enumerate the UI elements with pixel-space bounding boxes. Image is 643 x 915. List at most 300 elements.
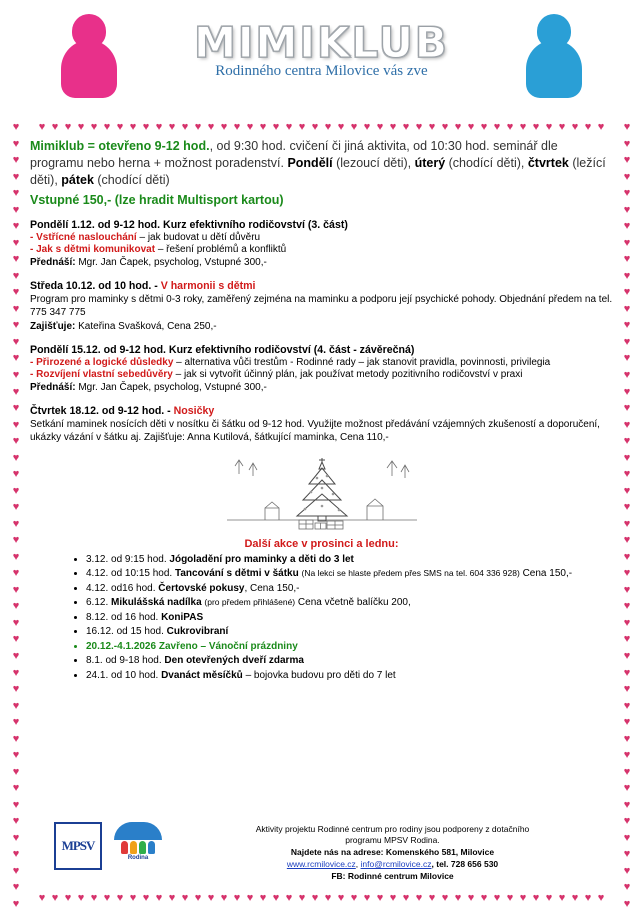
event-lecturer-value: Mgr. Jan Čapek, psycholog, Vstupné 300,-	[75, 256, 267, 268]
list-item	[86, 596, 613, 610]
heart-icon	[388, 122, 399, 132]
heart-icon	[11, 353, 22, 363]
heart-icon	[622, 750, 633, 760]
heart-icon	[349, 893, 360, 903]
heart-icon	[622, 502, 633, 512]
event-bullet	[30, 232, 613, 243]
event-bullet-rest: – jak si vytvořit účinný plán, jak používat metody pozitivního rodičovství v praxi	[172, 368, 523, 380]
heart-icon	[11, 139, 22, 149]
heart-icon	[492, 893, 503, 903]
event-lecturer-label: Zajišťuje:	[30, 320, 76, 332]
heart-icon	[11, 519, 22, 529]
list-item	[86, 611, 613, 625]
heart-icon	[622, 552, 633, 562]
heart-icon	[11, 337, 22, 347]
intro-rest: , od 9:30 hod. cvičení či jiná aktivita, od 10:30 hod. seminář dle programu nebo herna + možnost poradenství.	[30, 139, 558, 170]
event-name: Dvanáct měsíčků	[161, 669, 246, 681]
heart-icon	[11, 684, 22, 694]
event-lecturer-label: Přednáší:	[30, 256, 76, 268]
heart-icon	[193, 893, 204, 903]
heart-icon	[622, 188, 633, 198]
event-lecturer-value: Kateřina Svašková, Cena 250,-	[75, 320, 217, 332]
heart-icon	[544, 893, 555, 903]
heart-icon	[622, 684, 633, 694]
heart-icon	[583, 122, 594, 132]
heart-icon	[596, 122, 607, 132]
heart-icon	[297, 893, 308, 903]
header	[0, 0, 643, 120]
intro-day-thursday-note: (ležící děti),	[30, 155, 606, 187]
heart-icon	[89, 122, 100, 132]
heart-icon	[11, 750, 22, 760]
heart-icon	[622, 271, 633, 281]
heart-icon	[180, 893, 191, 903]
heart-icon	[622, 816, 633, 826]
link-separator: ,	[355, 859, 361, 870]
heart-icon	[11, 271, 22, 281]
heart-icon	[167, 122, 178, 132]
heart-icon	[622, 519, 633, 529]
heart-icon	[622, 387, 633, 397]
heart-icon	[362, 893, 373, 903]
heart-icon	[11, 172, 22, 182]
heart-icon	[401, 893, 412, 903]
heart-icon	[271, 893, 282, 903]
event-date: 8.12. od 16 hod.	[86, 611, 162, 623]
heart-icon	[479, 122, 490, 132]
event-bullet	[30, 369, 613, 380]
heart-icon	[310, 122, 321, 132]
event-lecturer	[30, 321, 613, 332]
heart-icon	[622, 899, 633, 909]
figure-green	[139, 841, 146, 854]
heart-icon	[89, 893, 100, 903]
heart-icon	[219, 893, 230, 903]
event-bullet-title: - Rozvíjení vlastní sebedůvěry	[30, 368, 173, 380]
event-name: Jógoladění pro maminky a děti do 3 let	[169, 553, 354, 565]
heart-icon	[596, 893, 607, 903]
heart-icon	[583, 893, 594, 903]
list-item	[86, 669, 613, 683]
heart-icon	[11, 188, 22, 198]
heart-icon	[622, 453, 633, 463]
heart-icon	[11, 436, 22, 446]
heart-icon	[11, 469, 22, 479]
heart-icon	[622, 800, 633, 810]
heart-icon	[11, 601, 22, 611]
heart-icon	[479, 893, 490, 903]
event-heading-accent: Nosičky	[173, 404, 215, 417]
event-heading	[30, 405, 613, 417]
heart-icon	[414, 122, 425, 132]
rodina-logo	[112, 822, 164, 868]
mascot-body	[526, 40, 582, 98]
heart-icon	[11, 849, 22, 859]
heart-icon	[180, 122, 191, 132]
heart-icon	[622, 568, 633, 578]
event-date: 16.12. od 15 hod.	[86, 626, 167, 638]
event-tail: – bojovka budovu pro děti do 7 let	[245, 669, 396, 681]
heart-icon	[115, 893, 126, 903]
footer-line-1: Aktivity projektu Rodinné centrum pro rodiny jsou podporeny z dotačního	[255, 823, 530, 834]
heart-icon	[206, 122, 217, 132]
heart-icon	[557, 893, 568, 903]
event-date: 24.1. od 10 hod.	[86, 669, 162, 681]
heart-icon	[622, 353, 633, 363]
heart-icon	[453, 893, 464, 903]
heart-icon	[505, 893, 516, 903]
heart-icon	[37, 893, 48, 903]
family-figures-icon	[112, 841, 164, 854]
heart-icon	[11, 486, 22, 496]
heart-icon	[492, 122, 503, 132]
footer-address: Najdete nás na adrese: Komenského 581, Milovice	[290, 847, 495, 858]
heart-icon	[622, 172, 633, 182]
event-date: 20.12.-4.1.2026 Zavřeno – Vánoční prázdniny	[86, 640, 298, 652]
heart-border-top	[0, 122, 643, 138]
heart-icon	[11, 304, 22, 314]
heart-icon	[622, 436, 633, 446]
heart-icon	[622, 320, 633, 330]
heart-icon	[271, 122, 282, 132]
heart-icon	[323, 893, 334, 903]
heart-icon	[323, 122, 334, 132]
heart-icon	[11, 899, 22, 909]
heart-icon	[622, 849, 633, 859]
further-events-title: Další akce v prosinci a lednu:	[244, 537, 399, 550]
heart-icon	[414, 893, 425, 903]
pink-mascot-icon	[58, 14, 120, 98]
heart-icon	[466, 122, 477, 132]
heart-icon	[622, 287, 633, 297]
event-heading	[30, 280, 613, 292]
heart-icon	[375, 893, 386, 903]
heart-icon	[622, 882, 633, 892]
heart-icon	[622, 634, 633, 644]
heart-icon	[11, 320, 22, 330]
heart-icon	[11, 651, 22, 661]
heart-icon	[11, 882, 22, 892]
heart-icon	[11, 800, 22, 810]
list-item	[86, 582, 613, 596]
heart-icon	[154, 122, 165, 132]
heart-icon	[11, 370, 22, 380]
heart-icon	[11, 568, 22, 578]
heart-icon	[154, 893, 165, 903]
intro-day-friday: pátek	[61, 172, 94, 187]
heart-icon	[50, 893, 61, 903]
figure-blue	[148, 841, 155, 854]
heart-icon	[11, 221, 22, 231]
heart-border-right	[619, 122, 635, 909]
event-lecturer	[30, 382, 613, 393]
event-bullet	[30, 357, 613, 368]
event-bullet-title: - Vstřícné naslouchání	[30, 231, 137, 243]
heart-icon	[622, 668, 633, 678]
heart-icon	[622, 469, 633, 479]
heart-icon	[622, 717, 633, 727]
heart-icon	[427, 893, 438, 903]
heart-icon	[37, 122, 48, 132]
footer-links	[172, 859, 613, 871]
event-lecturer-label: Přednáší:	[30, 381, 76, 393]
event-name: Čertovské pokusy	[158, 582, 245, 594]
event-name: Cukrovibraní	[166, 626, 229, 638]
event-heading	[30, 219, 613, 231]
heart-icon	[232, 122, 243, 132]
heart-icon	[518, 893, 529, 903]
event-date: 3.12. od 9:15 hod.	[86, 553, 170, 565]
heart-icon	[258, 893, 269, 903]
event-tail: , Cena 150,-	[244, 582, 300, 594]
event-date: 8.1. od 9-18 hod.	[86, 655, 165, 667]
heart-icon	[11, 816, 22, 826]
heart-icon	[622, 783, 633, 793]
mpsv-logo: MPSV	[54, 822, 102, 870]
heart-icon	[102, 893, 113, 903]
heart-icon	[622, 535, 633, 545]
heart-icon	[518, 122, 529, 132]
heart-icon	[76, 893, 87, 903]
footer-phone: , tel. 728 656 530	[431, 859, 499, 870]
heart-icon	[622, 122, 633, 132]
heart-icon	[427, 122, 438, 132]
heart-icon	[544, 122, 555, 132]
event-lecturer	[30, 257, 613, 268]
footer-logos	[30, 822, 164, 870]
heart-icon	[11, 122, 22, 132]
heart-icon	[11, 155, 22, 165]
heart-icon	[141, 122, 152, 132]
intro-day-thursday: čtvrtek	[527, 155, 569, 170]
heart-icon	[206, 893, 217, 903]
heart-icon	[401, 122, 412, 132]
heart-icon	[11, 618, 22, 628]
intro-day-friday-note: (chodící děti)	[93, 172, 170, 187]
website-link[interactable]: www.rcmilovice.cz	[286, 859, 356, 870]
list-item	[86, 553, 613, 567]
heart-border-bottom	[0, 893, 643, 909]
figure-red	[121, 841, 128, 854]
heart-icon	[570, 122, 581, 132]
content-area	[30, 138, 613, 889]
heart-icon	[128, 893, 139, 903]
blue-mascot-icon	[523, 14, 585, 98]
event-heading-text: Pondělí 15.12. od 9-12 hod. Kurz efektivního rodičovství (4. část - závěrečná)	[30, 343, 415, 356]
heart-icon	[622, 420, 633, 430]
heart-icon	[622, 221, 633, 231]
event-name: Tancování s dětmi v šátku	[174, 568, 302, 580]
heart-icon	[622, 486, 633, 496]
heart-icon	[11, 866, 22, 876]
heart-icon	[11, 453, 22, 463]
heart-icon	[11, 767, 22, 777]
heart-icon	[622, 618, 633, 628]
heart-icon	[128, 122, 139, 132]
event-bullet-rest: – řešení problémů a konfliktů	[155, 243, 287, 255]
event-bullet-rest: – jak budovat u dětí důvěru	[136, 231, 261, 243]
event-date: 4.12. od 10:15 hod.	[86, 568, 175, 580]
heart-icon	[622, 601, 633, 611]
intro-day-tuesday: úterý	[414, 155, 446, 170]
heart-icon	[570, 893, 581, 903]
heart-icon	[336, 122, 347, 132]
event-body: Program pro maminky s dětmi 0-3 roky, zaměřený zejména na maminku a podporu její psychické pohody. Objednání předem na tel. 775 347 775	[30, 293, 613, 318]
heart-icon	[622, 866, 633, 876]
event-block	[30, 219, 613, 268]
event-bullet-title: - Přirozené a logické důsledky	[30, 356, 174, 368]
heart-icon	[622, 205, 633, 215]
event-date: 6.12.	[86, 597, 112, 609]
event-bullet-title: - Jak s dětmi komunikovat	[30, 243, 156, 255]
heart-icon	[11, 502, 22, 512]
heart-icon	[11, 783, 22, 793]
event-note: (Na lekci se hlaste předem přes SMS na tel. 604 336 928)	[301, 568, 520, 579]
heart-icon	[622, 238, 633, 248]
heart-icon	[622, 767, 633, 777]
intro-day-monday-note: (lezoucí děti),	[332, 155, 415, 170]
list-item	[86, 625, 613, 639]
event-body: Setkání maminek nosících děti v nosítku či šátku od 9-12 hod. Využijte možnost předávání vzájemných zkušeností a doporučení, ukázky vázání v šátku aj. Zajišťuje: Anna Kutilová, šátkující maminka, Cena 110,-	[30, 418, 600, 443]
heart-icon	[11, 585, 22, 595]
heart-icon	[531, 893, 542, 903]
heart-icon	[219, 122, 230, 132]
event-heading	[30, 344, 613, 356]
heart-icon	[11, 387, 22, 397]
heart-icon	[336, 893, 347, 903]
heart-icon	[622, 701, 633, 711]
page-subtitle: Rodinného centra Milovice vás zve	[215, 63, 428, 79]
list-item-closed	[86, 640, 613, 654]
email-link[interactable]: info@rcmilovice.cz	[360, 859, 432, 870]
event-heading-text: Čtvrtek 18.12. od 9-12 hod. -	[30, 404, 174, 417]
heart-icon	[11, 535, 22, 545]
event-bullet-rest: – alternativa vůči trestům - Rodinné rady – jak stanovit pravidla, povinnosti, privilegia	[173, 356, 551, 368]
event-tail: Cena 150,-	[519, 568, 573, 580]
heart-icon	[466, 893, 477, 903]
event-date: 4.12. od16 hod.	[86, 582, 159, 594]
event-name: KoniPAS	[161, 611, 204, 623]
intro-paragraph	[30, 138, 613, 189]
heart-icon	[50, 122, 61, 132]
heart-icon	[557, 122, 568, 132]
heart-icon	[258, 122, 269, 132]
heart-icon	[11, 634, 22, 644]
heart-icon	[76, 122, 87, 132]
heart-icon	[167, 893, 178, 903]
intro-day-monday: Pondělí	[287, 155, 333, 170]
heart-icon	[622, 254, 633, 264]
heart-icon	[11, 254, 22, 264]
heart-icon	[622, 734, 633, 744]
heart-icon	[362, 122, 373, 132]
event-note: (pro předem přihlášené)	[204, 597, 296, 608]
heart-icon	[63, 893, 74, 903]
heart-icon	[622, 651, 633, 661]
rodina-label: Rodina	[127, 854, 149, 861]
heart-icon	[284, 122, 295, 132]
heart-icon	[622, 403, 633, 413]
further-events-list	[30, 553, 613, 683]
heart-icon	[440, 122, 451, 132]
heart-icon	[63, 122, 74, 132]
footer-text	[172, 822, 613, 883]
heart-icon	[11, 734, 22, 744]
figure-orange	[130, 841, 137, 854]
heart-border-left	[8, 122, 24, 909]
entry-fee: Vstupné 150,- (lze hradit Multisport kartou)	[30, 192, 284, 207]
heart-icon	[11, 403, 22, 413]
footer-line-2: programu MPSV Rodina.	[345, 835, 440, 846]
event-lecturer-value: Mgr. Jan Čapek, psycholog, Vstupné 300,-	[75, 381, 267, 393]
heart-icon	[245, 893, 256, 903]
heart-icon	[453, 122, 464, 132]
heart-icon	[622, 155, 633, 165]
heart-icon	[440, 893, 451, 903]
heart-icon	[141, 893, 152, 903]
umbrella-icon	[114, 822, 162, 840]
event-block	[30, 344, 613, 393]
heart-icon	[11, 717, 22, 727]
heart-icon	[622, 833, 633, 843]
heart-icon	[11, 238, 22, 248]
heart-icon	[102, 122, 113, 132]
heart-icon	[349, 122, 360, 132]
heart-icon	[11, 205, 22, 215]
intro-day-tuesday-note: (chodící děti),	[445, 155, 528, 170]
heart-icon	[284, 893, 295, 903]
heart-icon	[11, 701, 22, 711]
event-heading-text: Středa 10.12. od 10 hod. -	[30, 279, 161, 292]
list-item	[86, 654, 613, 668]
event-heading-text: Pondělí 1.12. od 9-12 hod. Kurz efektivního rodičovství (3. část)	[30, 218, 348, 231]
heart-icon	[622, 337, 633, 347]
heart-icon	[11, 833, 22, 843]
heart-icon	[622, 304, 633, 314]
heart-icon	[11, 287, 22, 297]
heart-icon	[245, 122, 256, 132]
event-heading-accent: V harmonii s dětmi	[160, 279, 256, 292]
heart-icon	[531, 122, 542, 132]
heart-icon	[115, 122, 126, 132]
intro-lead: Mimiklub = otevřeno 9-12 hod.	[30, 139, 210, 153]
heart-icon	[193, 122, 204, 132]
heart-icon	[505, 122, 516, 132]
heart-icon	[375, 122, 386, 132]
christmas-tree-illustration	[227, 454, 417, 536]
list-item	[86, 567, 613, 581]
mascot-body	[61, 40, 117, 98]
event-block	[30, 280, 613, 332]
footer-facebook: FB: Rodinné centrum Milovice	[331, 871, 454, 882]
heart-icon	[622, 139, 633, 149]
event-tail: Cena včetně balíčku 200,	[295, 597, 411, 609]
event-name: Den otevřených dveří zdarma	[164, 655, 304, 667]
event-block	[30, 405, 613, 444]
heart-icon	[388, 893, 399, 903]
heart-icon	[622, 585, 633, 595]
heart-icon	[11, 668, 22, 678]
heart-icon	[232, 893, 243, 903]
page-title: MIMIKLUB	[194, 18, 449, 67]
heart-icon	[310, 893, 321, 903]
footer	[30, 822, 613, 883]
event-name: Mikulášská nadílka	[111, 597, 205, 609]
heart-icon	[11, 552, 22, 562]
heart-icon	[11, 420, 22, 430]
heart-icon	[622, 370, 633, 380]
event-bullet	[30, 244, 613, 255]
